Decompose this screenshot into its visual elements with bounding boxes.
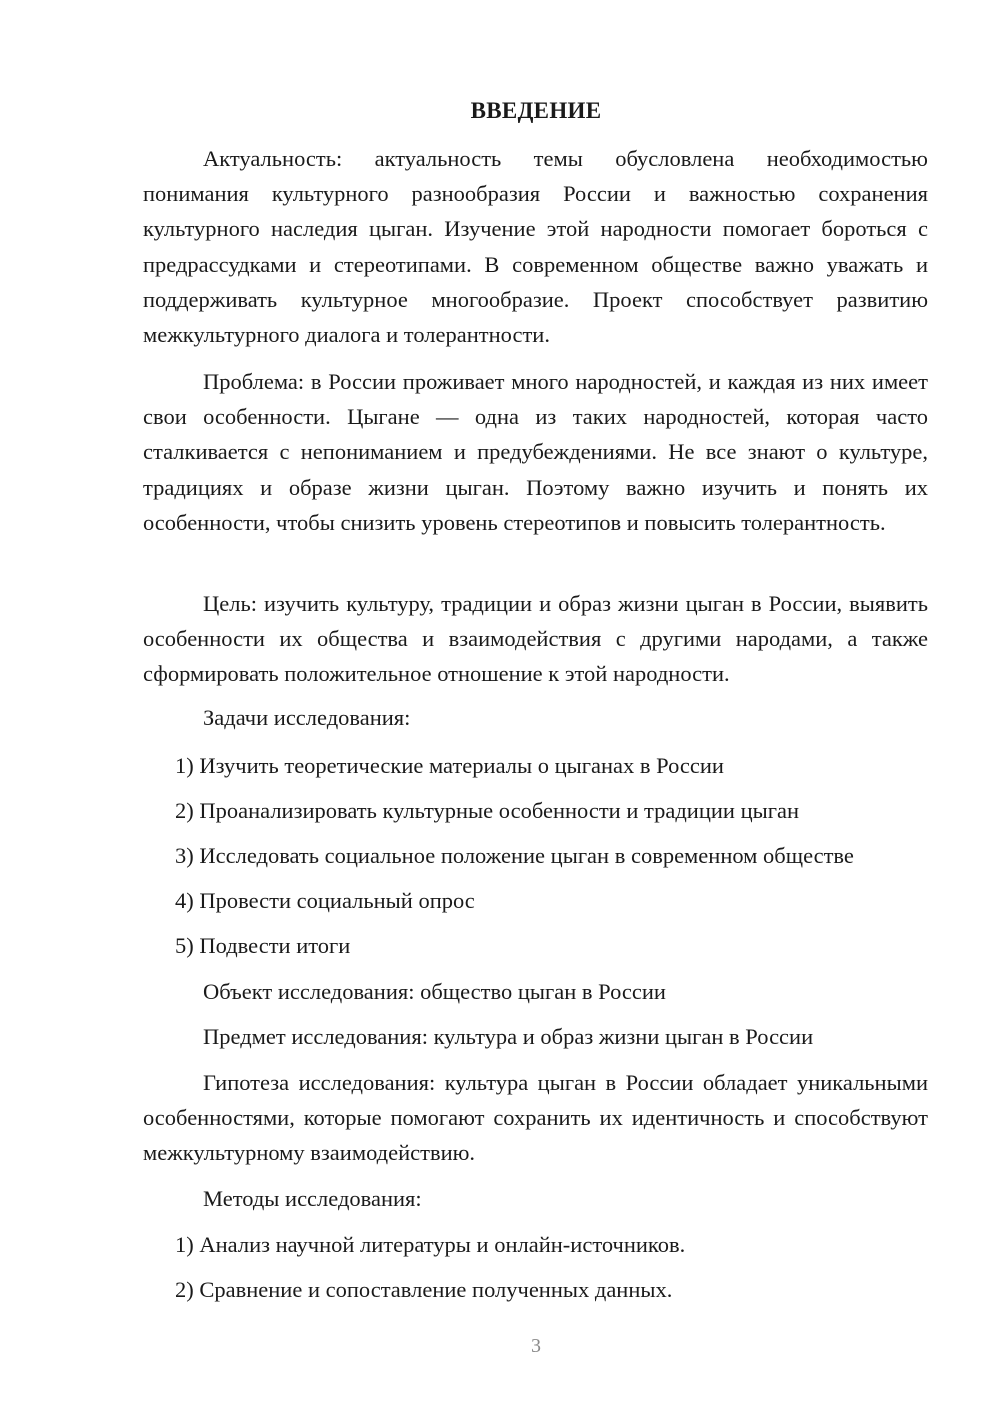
task-item: 4) Провести социальный опрос: [175, 888, 475, 913]
relevance-paragraph-block: [143, 141, 928, 352]
page-number: 3: [531, 1335, 541, 1357]
methods-label: Методы исследования:: [203, 1186, 422, 1211]
goal-paragraph: Цель: изучить культуру, традиции и образ жизни цыган в России, выявить особенности их общества и взаимодействия с другими народами, а также сформировать положительное отношение к этой народности.: [143, 591, 928, 687]
method-item: 1) Анализ научной литературы и онлайн-источников.: [175, 1232, 686, 1257]
method-item: 2) Сравнение и сопоставление полученных данных.: [175, 1277, 673, 1302]
goal-paragraph-block: [143, 586, 928, 692]
task-item: 1) Изучить теоретические материалы о цыганах в России: [175, 753, 724, 778]
relevance-paragraph: Актуальность: актуальность темы обусловлена необходимостью понимания культурного разнообразия России и важностью сохранения культурного наследия цыган. Изучение этой народности помогает бороться с предрассудками и стереотипами. В современном обществе важно уважать и поддерживать культурное многообразие. Проект способствует развитию межкультурного диалога и толерантности.: [143, 146, 928, 348]
problem-paragraph: Проблема: в России проживает много народностей, и каждая из них имеет свои особенности. Цыгане — одна из таких народностей, которая часто сталкивается с непониманием и предубеждениями. Не все знают о культуре, традициях и образе жизни цыган. Поэтому важно изучить и понять их особенности, чтобы снизить уровень стереотипов и повысить толерантность.: [143, 369, 928, 535]
section-heading: ВВЕДЕНИЕ: [470, 98, 602, 123]
task-item: 3) Исследовать социальное положение цыган в современном обществе: [175, 843, 854, 868]
task-item: 5) Подвести итоги: [175, 933, 351, 958]
tasks-label: Задачи исследования:: [203, 705, 411, 730]
task-item: 2) Проанализировать культурные особенности и традиции цыган: [175, 798, 800, 823]
problem-paragraph-block: [143, 364, 928, 540]
hypothesis-paragraph-block: [143, 1065, 928, 1171]
object-line: Объект исследования: общество цыган в России: [203, 979, 666, 1004]
hypothesis-paragraph: Гипотеза исследования: культура цыган в России обладает уникальными особенностями, которые помогают сохранить их идентичность и способствуют межкультурному взаимодействию.: [143, 1070, 928, 1166]
subject-line: Предмет исследования: культура и образ жизни цыган в России: [203, 1024, 814, 1049]
